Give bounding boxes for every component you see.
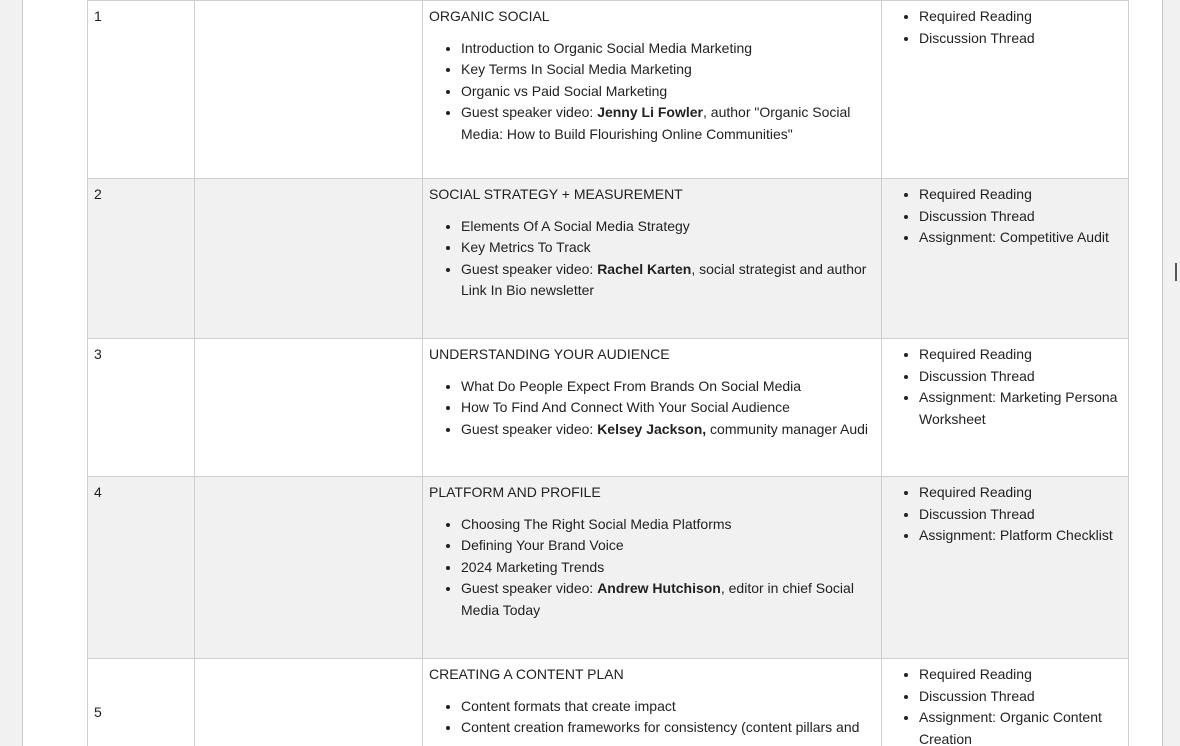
activities-cell[interactable] [882, 179, 1129, 339]
list-item: • Discussion Thread [919, 366, 1122, 388]
guest-prefix: Guest speaker video: [461, 580, 598, 596]
empty-cell[interactable] [195, 179, 423, 339]
list-item: • Required Reading [919, 184, 1122, 206]
guest-prefix: Guest speaker video: [461, 420, 598, 437]
module-title: SOCIAL STRATEGY + MEASUREMENT [429, 186, 683, 202]
week-cell[interactable] [88, 179, 195, 339]
course-schedule-table [87, 0, 1129, 746]
list-item: • Elements Of A Social Media Strategy [461, 216, 875, 238]
topic-list [429, 376, 875, 441]
empty-cell[interactable] [195, 339, 423, 477]
week-number: 5 [94, 704, 102, 720]
topic-list [429, 38, 875, 146]
list-item: • Discussion Thread [919, 686, 1122, 708]
activities-cell[interactable] [882, 1, 1129, 179]
guest-name: Andrew Hutchison [597, 580, 721, 596]
list-item: • 2024 Marketing Trends [461, 557, 875, 579]
document-page [22, 0, 1163, 746]
list-item: • Key Metrics To Track [461, 237, 875, 259]
week-number: 1 [94, 8, 102, 24]
list-item: • Choosing The Right Social Media Platforms [461, 514, 875, 536]
guest-description: , social strategist and author Link In Bio newsletter [461, 260, 867, 298]
list-item: • What Do People Expect From Brands On Social Media [461, 376, 875, 398]
week-cell[interactable] [88, 1, 195, 179]
empty-cell[interactable] [195, 659, 423, 746]
module-title: PLATFORM AND PROFILE [429, 484, 601, 500]
guest-name: Jenny Li Fowler [597, 104, 703, 120]
module-title: CREATING A CONTENT PLAN [429, 666, 624, 682]
table-row [88, 339, 1129, 477]
list-item: • Organic vs Paid Social Marketing [461, 81, 875, 103]
list-item: • Assignment: Marketing Persona Worksheet [919, 387, 1122, 430]
week-cell[interactable] [88, 659, 195, 746]
activity-list [888, 482, 1122, 547]
table-row [88, 179, 1129, 339]
topic-cell[interactable] [423, 659, 882, 746]
guest-description: , editor in chief Social Media Today [461, 580, 854, 618]
guest-description: , author "Organic Social Media: How to Build Flourishing Online Communities" [461, 104, 851, 142]
table-row [88, 1, 1129, 179]
guest-description: community manager Audi [706, 420, 869, 437]
module-title: UNDERSTANDING YOUR AUDIENCE [429, 346, 670, 362]
activity-list [888, 664, 1122, 746]
text-cursor [1175, 263, 1177, 281]
week-number: 4 [94, 484, 102, 500]
list-item: • Content creation frameworks for consistency (content pillars and [461, 717, 875, 739]
guest-speaker-item [461, 259, 875, 302]
list-item: • Defining Your Brand Voice [461, 535, 875, 557]
list-item: • Assignment: Organic Content Creation [919, 707, 1122, 746]
list-item: • Key Terms In Social Media Marketing [461, 59, 875, 81]
table-row [88, 659, 1129, 746]
week-cell[interactable] [88, 339, 195, 477]
guest-prefix: Guest speaker video: [461, 104, 598, 120]
list-item: • Required Reading [919, 482, 1122, 504]
guest-speaker-item [461, 102, 875, 145]
week-number: 2 [94, 186, 102, 202]
guest-name: Rachel Karten [597, 260, 692, 277]
list-item: • Required Reading [919, 6, 1122, 28]
list-item: • How To Find And Connect With Your Social Audience [461, 397, 875, 419]
topic-list [429, 514, 875, 622]
topic-cell[interactable] [423, 477, 882, 659]
list-item: • Assignment: Platform Checklist [919, 525, 1122, 547]
list-item: • Required Reading [919, 664, 1122, 686]
activities-cell[interactable] [882, 339, 1129, 477]
activity-list [888, 6, 1122, 49]
week-cell[interactable] [88, 477, 195, 659]
guest-speaker-item [461, 578, 875, 621]
list-item: • Content formats that create impact [461, 696, 875, 718]
activities-cell[interactable] [882, 659, 1129, 746]
table-row [88, 477, 1129, 659]
topic-list [429, 696, 875, 739]
topic-cell[interactable] [423, 179, 882, 339]
list-item: • Discussion Thread [919, 206, 1122, 228]
activity-list [888, 344, 1122, 430]
week-number: 3 [94, 346, 102, 362]
topic-list [429, 216, 875, 302]
topic-cell[interactable] [423, 1, 882, 179]
list-item: • Discussion Thread [919, 28, 1122, 50]
topic-cell[interactable] [423, 339, 882, 477]
list-item: • Introduction to Organic Social Media Marketing [461, 38, 875, 60]
list-item: • Discussion Thread [919, 504, 1122, 526]
guest-name: Kelsey Jackson, [597, 420, 707, 437]
activities-cell[interactable] [882, 477, 1129, 659]
guest-speaker-item [461, 419, 875, 441]
empty-cell[interactable] [195, 477, 423, 659]
list-item: • Assignment: Competitive Audit [919, 227, 1122, 249]
empty-cell[interactable] [195, 1, 423, 179]
module-title: ORGANIC SOCIAL [429, 8, 550, 24]
activity-list [888, 184, 1122, 249]
list-item: • Required Reading [919, 344, 1122, 366]
guest-prefix: Guest speaker video: [461, 260, 598, 277]
